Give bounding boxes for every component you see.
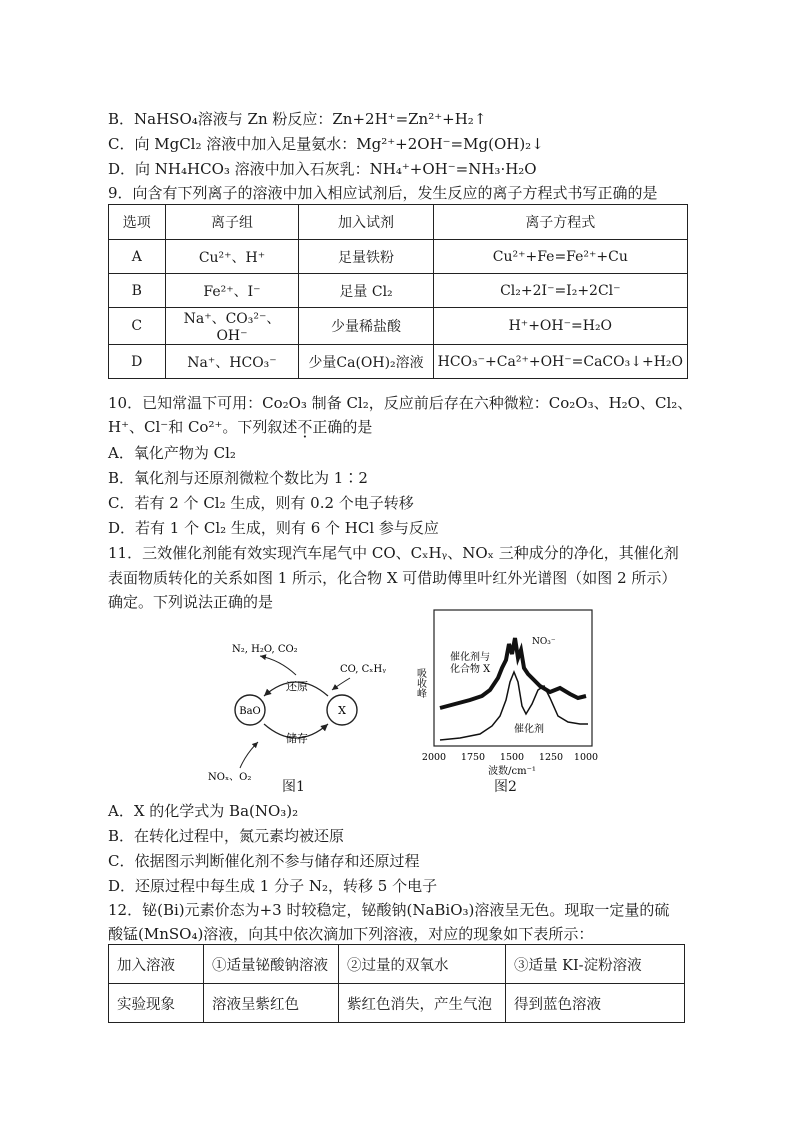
- reactants-arrow: [332, 678, 350, 690]
- nox-arrow: [240, 742, 258, 768]
- fig1-reactants-label: CO, CₓHᵧ: [340, 664, 386, 675]
- table-cell: Cl₂+2I⁻=I₂+2Cl⁻: [433, 274, 687, 308]
- table-cell: Na⁺、HCO₃⁻: [165, 345, 299, 379]
- x-tick-label: 1250: [538, 752, 564, 763]
- x-tick-label: 1000: [573, 752, 599, 763]
- table-row: [109, 240, 688, 274]
- spectrum-ylabel: 吸收峰: [414, 668, 426, 698]
- figure-1-caption: 图1: [282, 779, 305, 795]
- q9-table: [108, 204, 688, 379]
- table-cell: 足量铁粉: [299, 240, 433, 274]
- table-cell: Fe²⁺、I⁻: [165, 274, 299, 308]
- table-cell: 实验现象: [109, 984, 204, 1023]
- figure-2-caption: 图2: [494, 779, 517, 795]
- store-label: 储存: [286, 732, 308, 745]
- q12-table: [108, 944, 685, 1023]
- q11-option-a: A．X 的化学式为 Ba(NO₃)₂: [108, 802, 299, 820]
- q11-option-b: B．在转化过程中，氮元素均被还原: [108, 827, 345, 845]
- q10-stem-line1: 10．已知常温下可用：Co₂O₃ 制备 Cl₂，反应前后存在六种微粒：Co₂O₃、H₂O、Cl₂、: [108, 394, 693, 412]
- table-cell: 足量 Cl₂: [299, 274, 433, 308]
- x-tick-label: 2000: [421, 752, 447, 763]
- table-header: 离子组: [165, 205, 299, 240]
- table-header: 离子方程式: [433, 205, 687, 240]
- table-cell: C: [109, 308, 166, 345]
- table-row: [109, 945, 685, 984]
- q10-stem-line2: [108, 416, 372, 438]
- q10-stem-part: H⁺、Cl⁻和 Co²⁺。下列叙述: [108, 418, 298, 436]
- table-cell: ③适量 KI-淀粉溶液: [506, 945, 685, 984]
- table-row: [109, 274, 688, 308]
- q8-option-c: C．向 MgCl₂ 溶液中加入足量氨水：Mg²⁺+2OH⁻=Mg(OH)₂↓: [108, 135, 544, 153]
- q12-stem-line2: 酸锰(MnSO₄)溶液，向其中依次滴加下列溶液，对应的现象如下表所示：: [108, 925, 594, 943]
- table-cell: Na⁺、CO₃²⁻、OH⁻: [165, 308, 299, 345]
- table-cell: HCO₃⁻+Ca²⁺+OH⁻=CaCO₃↓+H₂O: [433, 345, 687, 379]
- table-cell: H⁺+OH⁻=H₂O: [433, 308, 687, 345]
- table-row: [109, 984, 685, 1023]
- fig1-nox-label: NOₓ、O₂: [208, 772, 252, 783]
- q11-stem-line3: 确定。下列说法正确的是: [108, 593, 274, 611]
- q10-option-a: A．氧化产物为 Cl₂: [108, 444, 236, 462]
- catalyst-x-label: 催化剂与: [450, 652, 490, 663]
- table-cell: 得到蓝色溶液: [506, 984, 685, 1023]
- table-cell: ②过量的双氧水: [339, 945, 506, 984]
- x-tick-label: 1750: [460, 752, 486, 763]
- table-header-row: [109, 205, 688, 240]
- table-cell: 加入溶液: [109, 945, 204, 984]
- catalyst-label: 催化剂: [514, 724, 544, 735]
- x-tick-label: 1500: [499, 752, 525, 763]
- table-cell: B: [109, 274, 166, 308]
- q11-stem-line2: 表面物质转化的关系如图 1 所示，化合物 X 可借助傅里叶红外光谱图（如图 2 所示）: [108, 569, 677, 587]
- q12-stem-line1: 12．铋(Bi)元素价态为+3 时较稳定，铋酸钠(NaBiO₃)溶液呈无色。现取一定量的硫: [108, 901, 670, 919]
- q11-stem-line1: 11．三效催化剂能有效实现汽车尾气中 CO、CₓHᵧ、NOₓ 三种成分的净化，其催化剂: [108, 544, 679, 562]
- products-arrow: [260, 656, 296, 675]
- table-cell: 少量Ca(OH)₂溶液: [299, 345, 433, 379]
- fig1-products-label: N₂, H₂O, CO₂: [232, 644, 298, 655]
- bao-label: BaO: [239, 706, 261, 717]
- table-row: [109, 345, 688, 379]
- q11-option-c: C．依据图示判断催化剂不参与储存和还原过程: [108, 852, 420, 870]
- q10-option-c: C．若有 2 个 Cl₂ 生成，则有 0.2 个电子转移: [108, 494, 414, 512]
- spectrum-frame: [434, 610, 592, 746]
- q10-option-d: D．若有 1 个 Cl₂ 生成，则有 6 个 HCl 参与反应: [108, 519, 439, 537]
- table-cell: Cu²⁺、H⁺: [165, 240, 299, 274]
- table-cell: 溶液呈紫红色: [204, 984, 339, 1023]
- table-row: [109, 308, 688, 345]
- reduce-label: 还原: [286, 680, 308, 693]
- no3-label: NO₃⁻: [532, 637, 556, 647]
- table-cell: 少量稀盐酸: [299, 308, 433, 345]
- q11-option-d: D．还原过程中每生成 1 分子 N₂，转移 5 个电子: [108, 877, 438, 895]
- q10-option-b: B．氧化剂与还原剂微粒个数比为 1∶2: [108, 469, 368, 487]
- q8-option-b: B．NaHSO₄溶液与 Zn 粉反应：Zn+2H⁺=Zn²⁺+H₂↑: [108, 110, 487, 128]
- table-cell: ①适量铋酸钠溶液: [204, 945, 339, 984]
- figure-2-ir-spectrum: [410, 608, 599, 798]
- table-cell: A: [109, 240, 166, 274]
- spectrum-xlabel: 波数/cm⁻¹: [488, 766, 536, 777]
- q10-stem-part: 正确的是: [312, 418, 373, 436]
- x-label: X: [338, 704, 346, 717]
- q10-emphasis: 不: [297, 418, 313, 436]
- figure-1-cycle-diagram: [200, 630, 390, 800]
- table-cell: Cu²⁺+Fe=Fe²⁺+Cu: [433, 240, 687, 274]
- table-cell: D: [109, 345, 166, 379]
- table-header: 选项: [109, 205, 166, 240]
- table-header: 加入试剂: [299, 205, 433, 240]
- q8-option-d: D．向 NH₄HCO₃ 溶液中加入石灰乳：NH₄⁺+OH⁻=NH₃·H₂O: [108, 160, 537, 178]
- table-cell: 紫红色消失，产生气泡: [339, 984, 506, 1023]
- q9-stem: 9．向含有下列离子的溶液中加入相应试剂后，发生反应的离子方程式书写正确的是: [108, 184, 658, 202]
- catalyst-x-label-2: 化合物 X: [450, 664, 491, 675]
